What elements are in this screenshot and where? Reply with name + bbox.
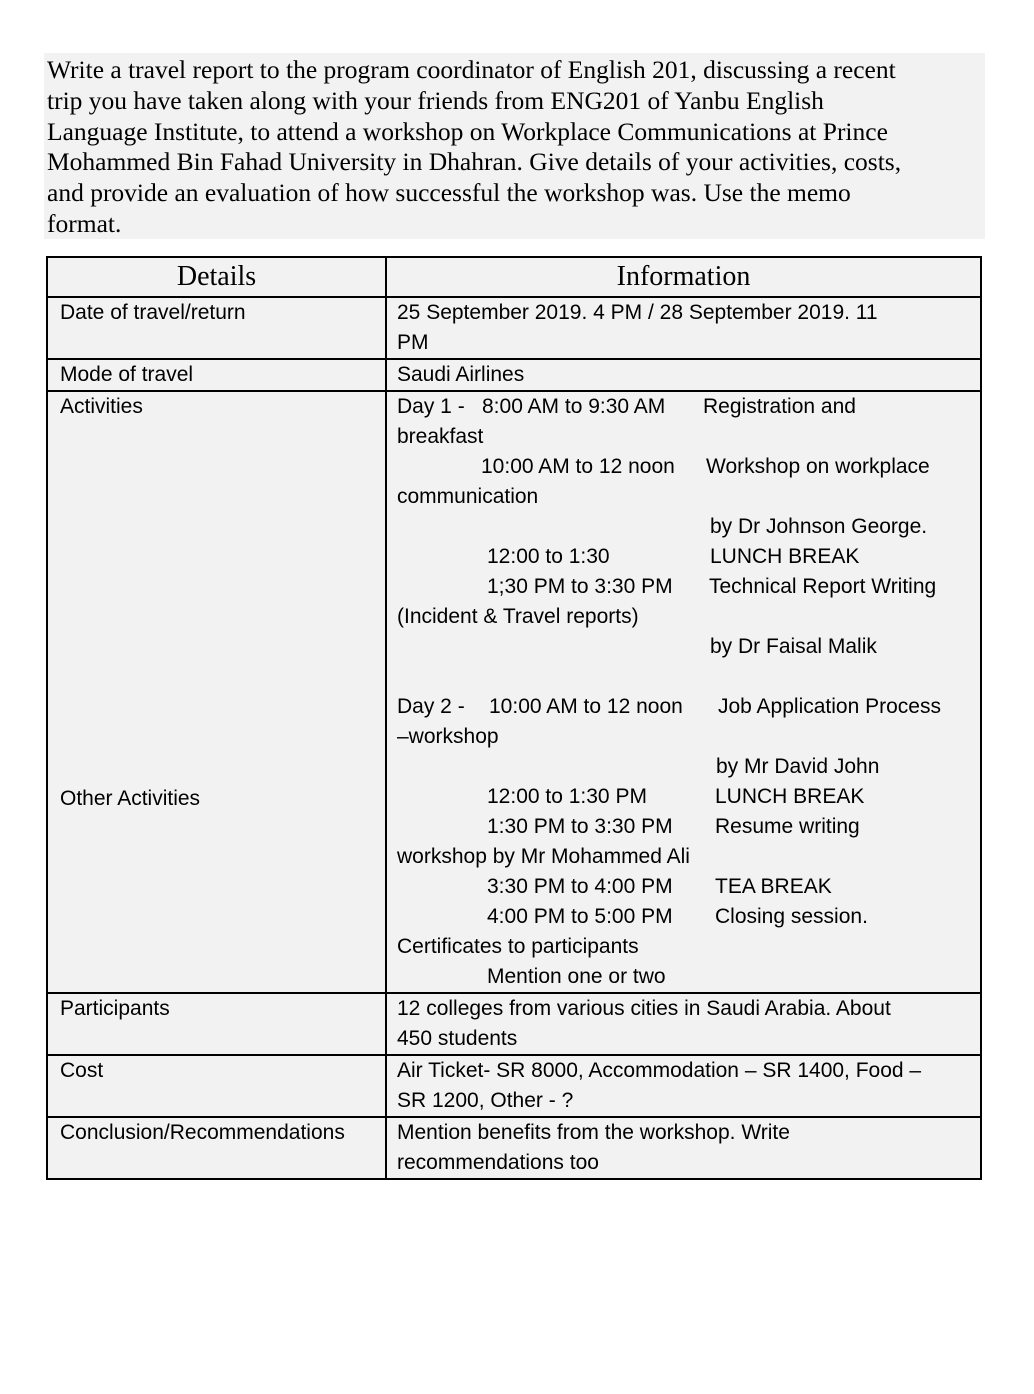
- header-information: Information: [386, 257, 981, 297]
- table-row: [47, 993, 981, 1055]
- value-line: Air Ticket- SR 8000, Accommodation – SR 1400, Food –: [397, 1059, 922, 1082]
- table-row: [47, 1117, 981, 1179]
- schedule-event: Job Application Process: [718, 695, 941, 718]
- value-line: Mention benefits from the workshop. Write: [397, 1121, 790, 1144]
- value-line: 450 students: [397, 1027, 518, 1050]
- table-row: [47, 297, 981, 359]
- table-row: [47, 391, 981, 993]
- schedule: [397, 392, 974, 992]
- schedule-event: Technical Report Writing: [709, 575, 937, 598]
- schedule-day-label: Day 2 -: [397, 695, 465, 718]
- schedule-event: (Incident & Travel reports): [397, 605, 639, 628]
- value-line: 12 colleges from various cities in Saudi Arabia. About: [397, 997, 891, 1020]
- schedule-speaker: by Dr Faisal Malik: [710, 635, 877, 658]
- schedule-event: Workshop on workplace: [706, 455, 930, 478]
- row-value-cost: [386, 1055, 981, 1117]
- row-label-date: Date of travel/return: [47, 297, 386, 359]
- schedule-time: 1;30 PM to 3:30 PM: [487, 575, 673, 598]
- schedule-day-label: Day 1 -: [397, 395, 465, 418]
- prompt-line: and provide an evaluation of how successful the workshop was. Use the memo: [47, 178, 851, 208]
- prompt-line: format.: [47, 208, 122, 238]
- value-line: SR 1200, Other - ?: [397, 1089, 574, 1112]
- table-row: [47, 1055, 981, 1117]
- schedule-event: workshop by Mr Mohammed Ali: [397, 845, 690, 868]
- schedule-event: Closing session.: [715, 905, 868, 928]
- schedule-event: Certificates to participants: [397, 935, 639, 958]
- row-value-activities: [386, 391, 981, 993]
- schedule-time: 10:00 AM to 12 noon: [489, 695, 683, 718]
- table-header-row: [47, 257, 981, 297]
- schedule-time: 3:30 PM to 4:00 PM: [487, 875, 673, 898]
- row-label-cost: Cost: [47, 1055, 386, 1117]
- row-value-participants: [386, 993, 981, 1055]
- activities-label: Activities: [60, 395, 143, 418]
- prompt-line: Write a travel report to the program coordinator of English 201, discussing a recent: [47, 55, 896, 84]
- schedule-speaker: by Dr Johnson George.: [710, 515, 928, 538]
- schedule-event: breakfast: [397, 425, 484, 448]
- row-label-conclusion: Conclusion/Recommendations: [47, 1117, 386, 1179]
- schedule-event: LUNCH BREAK: [710, 545, 860, 568]
- row-value-date: [386, 297, 981, 359]
- schedule-time: 10:00 AM to 12 noon: [481, 455, 675, 478]
- schedule-time: 4:00 PM to 5:00 PM: [487, 905, 673, 928]
- schedule-speaker: by Mr David John: [716, 755, 880, 778]
- schedule-time: 1:30 PM to 3:30 PM: [487, 815, 673, 838]
- prompt-line: trip you have taken along with your friends from ENG201 of Yanbu English: [47, 85, 824, 115]
- value-line: recommendations too: [397, 1151, 599, 1174]
- prompt-line: Language Institute, to attend a workshop on Workplace Communications at Prince: [47, 116, 888, 146]
- row-value-conclusion: [386, 1117, 981, 1179]
- schedule-event: –workshop: [397, 725, 499, 748]
- row-value-mode: [386, 359, 981, 391]
- row-label-participants: Participants: [47, 993, 386, 1055]
- schedule-time: 12:00 to 1:30: [487, 545, 610, 568]
- schedule-time: 12:00 to 1:30 PM: [487, 785, 647, 808]
- row-label-mode: Mode of travel: [47, 359, 386, 391]
- prompt-line: Mohammed Bin Fahad University in Dhahran. Give details of your activities, costs,: [47, 147, 902, 177]
- schedule-event: Resume writing: [715, 815, 860, 838]
- row-label-activities: [47, 391, 386, 993]
- value-line: 25 September 2019. 4 PM / 28 September 2019. 11: [397, 301, 878, 324]
- schedule-event: Registration and: [703, 395, 856, 418]
- table-row: [47, 359, 981, 391]
- value-line: Saudi Airlines: [397, 363, 525, 386]
- schedule-event: communication: [397, 485, 539, 508]
- header-details: Details: [47, 257, 386, 297]
- schedule-event: TEA BREAK: [715, 875, 832, 898]
- assignment-prompt: [44, 53, 985, 239]
- schedule-time: 8:00 AM to 9:30 AM: [482, 395, 666, 418]
- value-line: PM: [397, 331, 429, 354]
- schedule-note: Mention one or two: [487, 965, 666, 988]
- other-activities-label: Other Activities: [60, 787, 201, 810]
- details-table: [46, 256, 982, 1180]
- schedule-event: LUNCH BREAK: [715, 785, 865, 808]
